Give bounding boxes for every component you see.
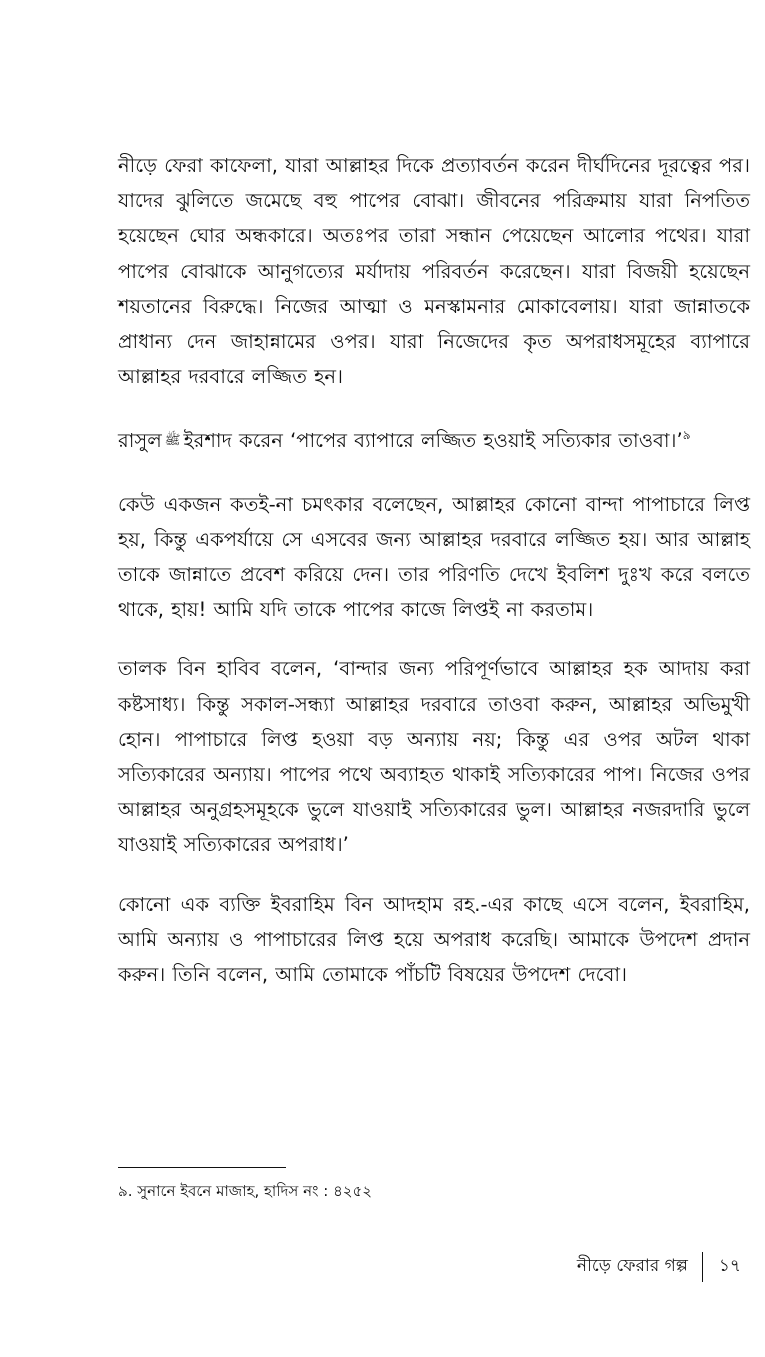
paragraph-ibrahim: কোনো এক ব্যক্তি ইবরাহিম বিন আদহাম রহ.-এর কাছে এসে বলেন, ইবরাহিম, আমি অন্যায় ও পাপাচারের লিপ্ত হয়ে অপরাধ করেছি। আমাকে উপদেশ প্রদান করুন। তিনি বলেন, আমি তোমাকে পাঁচটি বিষয়ের উপদেশ দেবো। xyxy=(118,892,750,987)
paragraph-intro: নীড়ে ফেরা কাফেলা, যারা আল্লাহর দিকে প্রত্যাবর্তন করেন দীর্ঘদিনের দূরত্বের পর। যাদের ঝুলিতে জমেছে বহু পাপের বোঝা। জীবনের পরিক্রমায় যারা নিপতিত হয়েছেন ঘোর অন্ধকারে। অতঃপর তারা সন্ধান পেয়েছেন আলোর পথের। যারা পাপের বোঝাকে আনুগত্যের মর্যাদায় পরিবর্তন করেছেন। যারা বিজয়ী হয়েছেন শয়তানের বিরুদ্ধে। নিজের আত্মা ও মনস্কামনার মোকাবেলায়। যারা জান্নাতকে প্রাধান্য দেন জাহান্নামের ওপর। যারা নিজেদের কৃত অপরাধসমূহের ব্যাপারে আল্লাহর দরবারে লজ্জিত হন। xyxy=(118,154,750,389)
sallallahu-symbol: ﷺ xyxy=(164,433,181,449)
footnote-marker: ৯ xyxy=(682,428,691,443)
footnote-separator xyxy=(118,1167,286,1168)
paragraph-iblis: কেউ একজন কতই-না চমৎকার বলেছেন, আল্লাহর কোনো বান্দা পাপাচারে লিপ্ত হয়, কিন্তু একপর্যায়ে সে এসবের জন্য আল্লাহর দরবারে লজ্জিত হয়। আর আল্লাহ তাকে জান্নাতে প্রবেশ করিয়ে দেন। তার পরিণতি দেখে ইবলিশ দুঃখ করে বলতে থাকে, হায়! আমি যদি তাকে পাপের কাজে লিপ্তই না করতাম। xyxy=(118,492,750,622)
paragraph-hadith xyxy=(118,418,750,458)
footer-divider xyxy=(702,1252,703,1282)
running-footer xyxy=(577,1252,741,1282)
hadith-prefix: রাসুল xyxy=(118,429,162,453)
footnote-text: ৯. সুনানে ইবনে মাজাহ, হাদিস নং : ৪২৫২ xyxy=(118,1182,373,1200)
hadith-quote: ইরশাদ করেন ‘পাপের ব্যাপারে লজ্জিত হওয়াই সত্যিকার তাওবা।’ xyxy=(183,429,683,453)
page-number: ১৭ xyxy=(718,1256,741,1276)
footer-book-title: নীড়ে ফেরার গল্প xyxy=(576,1256,688,1276)
body-text xyxy=(118,148,750,1016)
paragraph-talq-quote: তালক বিন হাবিব বলেন, ‘বান্দার জন্য পরিপূর্ণভাবে আল্লাহর হক আদায় করা কষ্টসাধ্য। কিন্তু সকাল-সন্ধ্যা আল্লাহর দরবারে তাওবা করুন, আল্লাহর অভিমুখী হোন। পাপাচারে লিপ্ত হওয়া বড় অন্যায় নয়; কিন্তু এর ওপর অটল থাকা সত্যিকারের অন্যায়। পাপের পথে অব্যাহত থাকাই সত্যিকারের পাপ। নিজের ওপর আল্লাহর অনুগ্রহসমূহকে ভুলে যাওয়াই সত্যিকারের ভুল। আল্লাহর নজরদারি ভুলে যাওয়াই সত্যিকারের অপরাধ।’ xyxy=(118,657,750,857)
